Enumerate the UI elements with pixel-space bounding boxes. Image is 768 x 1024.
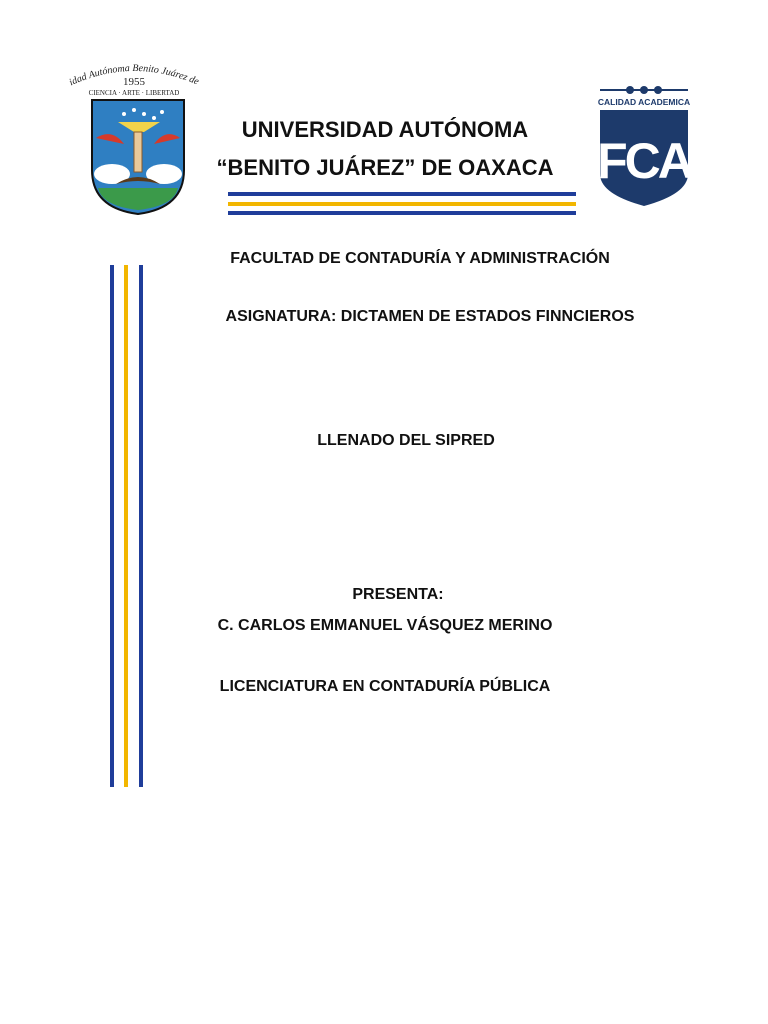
title-stripe-blue-top	[228, 192, 576, 196]
side-stripe-blue-right	[139, 265, 143, 787]
fca-logo	[592, 82, 696, 210]
university-seal	[62, 58, 207, 218]
faculty-name: FACULTAD DE CONTADURÍA Y ADMINISTRACIÓN	[230, 250, 610, 267]
degree-name: LICENCIATURA EN CONTADURÍA PÚBLICA	[219, 678, 551, 695]
svg-text:CALIDAD ACADEMICA: CALIDAD ACADEMICA	[597, 97, 691, 107]
author-name: C. CARLOS EMMANUEL VÁSQUEZ MERINO	[217, 617, 553, 634]
svg-text:Universidad Autónoma Benito Ju: idad Autónoma Benito Juárez de	[67, 62, 201, 89]
subject-line: ASIGNATURA: DICTAMEN DE ESTADOS FINNCIEROS	[225, 308, 635, 325]
presenta-label: PRESENTA:	[352, 586, 444, 603]
side-stripe-gold	[124, 265, 128, 787]
university-name-line2: “BENITO JUÁREZ” DE OAXACA	[216, 155, 554, 180]
svg-text:1955: 1955	[123, 76, 145, 88]
work-title: LLENADO DEL SIPRED	[317, 432, 495, 449]
svg-text:FCA: FCA	[597, 133, 691, 189]
title-stripe-blue-bottom	[228, 211, 576, 215]
university-name-line1: UNIVERSIDAD AUTÓNOMA	[241, 117, 529, 142]
side-stripe-blue-left	[110, 265, 114, 787]
svg-text:CIENCIA · ARTE · LIBERTAD: CIENCIA · ARTE · LIBERTAD	[88, 89, 180, 97]
title-stripe-gold	[228, 202, 576, 206]
